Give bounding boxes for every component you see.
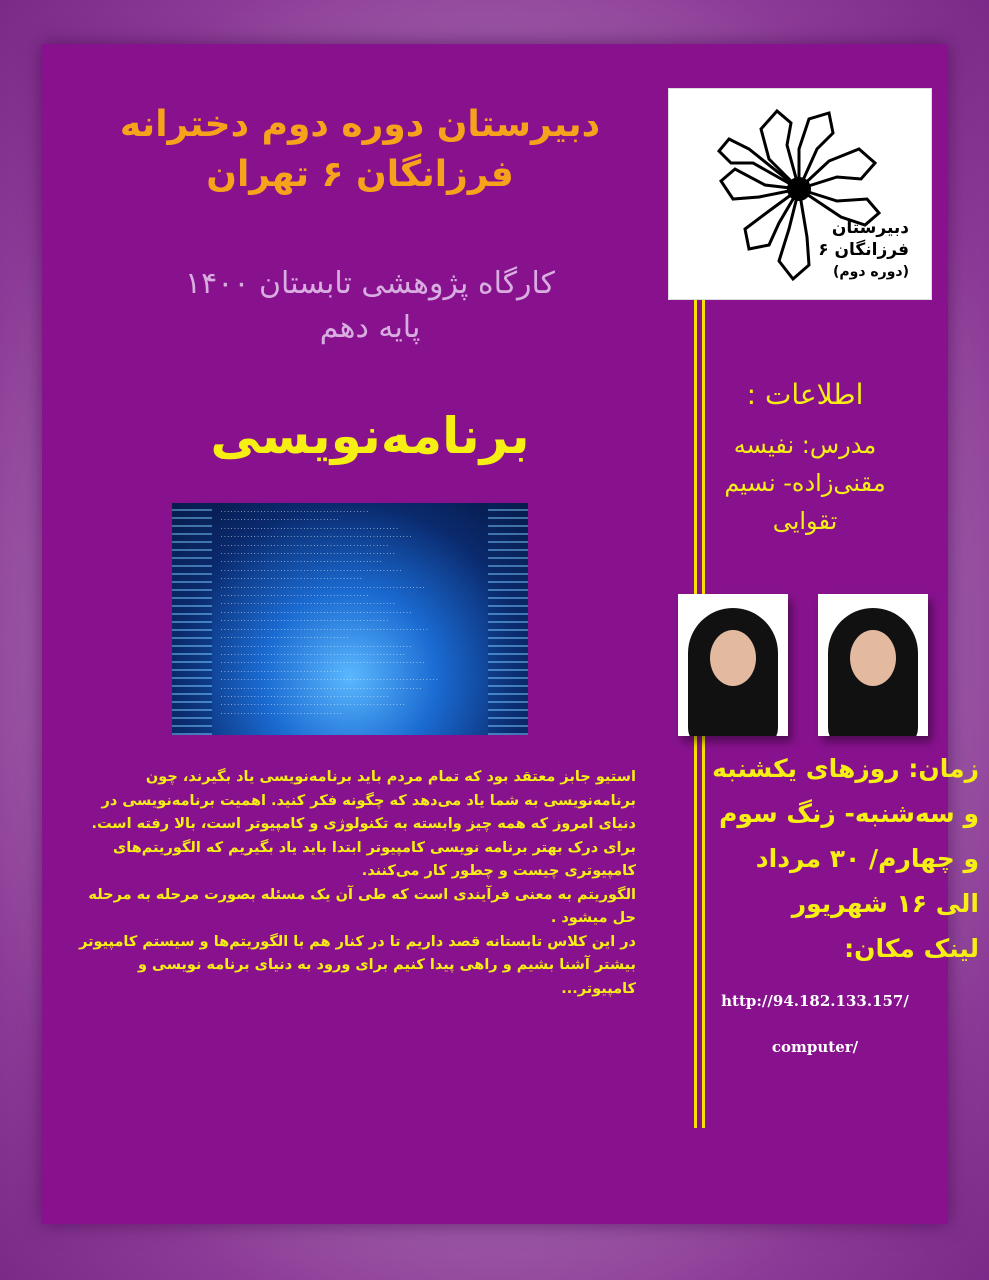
logo-line: فرزانگان ۶ <box>818 240 909 260</box>
face-shape <box>710 630 756 686</box>
description-paragraph: برای درک بهتر برنامه نویسی کامپیوتر ابتدا باید یاد بگیریم که الگوریتم‌های کامپیوتری چیست و چطور کار می‌کنند. <box>112 839 636 879</box>
description-paragraph: الگوریتم به معنی فرآیندی است که طی آن یک مسئله بصورت مرحله به مرحله حل میشود . <box>88 886 636 926</box>
location-link[interactable]: computer/ <box>771 1038 859 1056</box>
schedule-line: الی ۱۶ شهریور <box>791 889 979 918</box>
teacher-line: مدرس: نفیسه <box>733 431 877 459</box>
info-heading: اطلاعات : <box>746 378 864 411</box>
teacher-photo <box>678 594 788 736</box>
location-link[interactable]: http://94.182.133.157/ <box>721 992 909 1010</box>
teacher-line: مقنی‌زاده- نسیم <box>724 469 886 497</box>
schedule-info <box>659 746 979 971</box>
school-logo <box>668 88 932 300</box>
code-picture: ............................................. .................................... ...................................................... .......................................................... ................................................... ..................................................... ................................................. ....................................................... ........................................... .............................................................. ............................................. ..................................................... .......................................................... ................................................... ............................................................... ....................................... .......................................................... ........................................................ .............................................................. ..................................... .................................................................. ............................................................. ................................................... ........................................................ ..................................... <box>220 508 439 716</box>
location-label: لینک مکان: <box>844 934 979 963</box>
grade-subtitle: پایه دهم <box>319 310 421 345</box>
workshop-subtitle: کارگاه پژوهشی تابستان ۱۴۰۰ <box>185 266 555 301</box>
school-title-line1: دبیرستان دوره دوم دخترانه <box>119 104 601 145</box>
logo-text <box>789 217 909 283</box>
server-rack <box>172 503 212 735</box>
schedule-line: و سه‌شنبه- زنگ سوم <box>719 799 979 828</box>
code-server-image <box>172 503 528 735</box>
teacher-photo <box>818 594 928 736</box>
school-title-line2: فرزانگان ۶ تهران <box>206 154 514 195</box>
face-shape <box>850 630 896 686</box>
description-text <box>66 766 636 1001</box>
logo-line: (دوره دوم) <box>832 264 909 280</box>
logo-line: دبیرستان <box>831 218 909 238</box>
teacher-line: تقوایی <box>772 507 838 535</box>
schedule-line: و چهارم/ ۳۰ مرداد <box>755 844 979 873</box>
description-paragraph: در این کلاس تابستانه قصد داریم تا در کنار هم با الگوریتم‌ها و سیستم کامپیوتر بیشتر آشنا بشیم و راهی پیدا کنیم برای ورود به دنیای برنامه نویسی و کامپیوتر... <box>79 933 636 997</box>
teacher-info <box>655 426 955 540</box>
course-title: برنامه‌نویسی <box>210 407 530 465</box>
description-paragraph: استیو جابز معتقد بود که تمام مردم باید برنامه‌نویسی یاد بگیرند، چون برنامه‌نویسی به شما یاد می‌دهد که چگونه فکر کنید. اهمیت برنامه‌نویسی در دنیای امروز که همه چیز وابسته به تکنولوژی و کامپیوتر است، بالا رفته است. <box>91 769 636 832</box>
server-rack <box>488 503 528 735</box>
schedule-line: زمان: روزهای یکشنبه <box>712 754 979 783</box>
